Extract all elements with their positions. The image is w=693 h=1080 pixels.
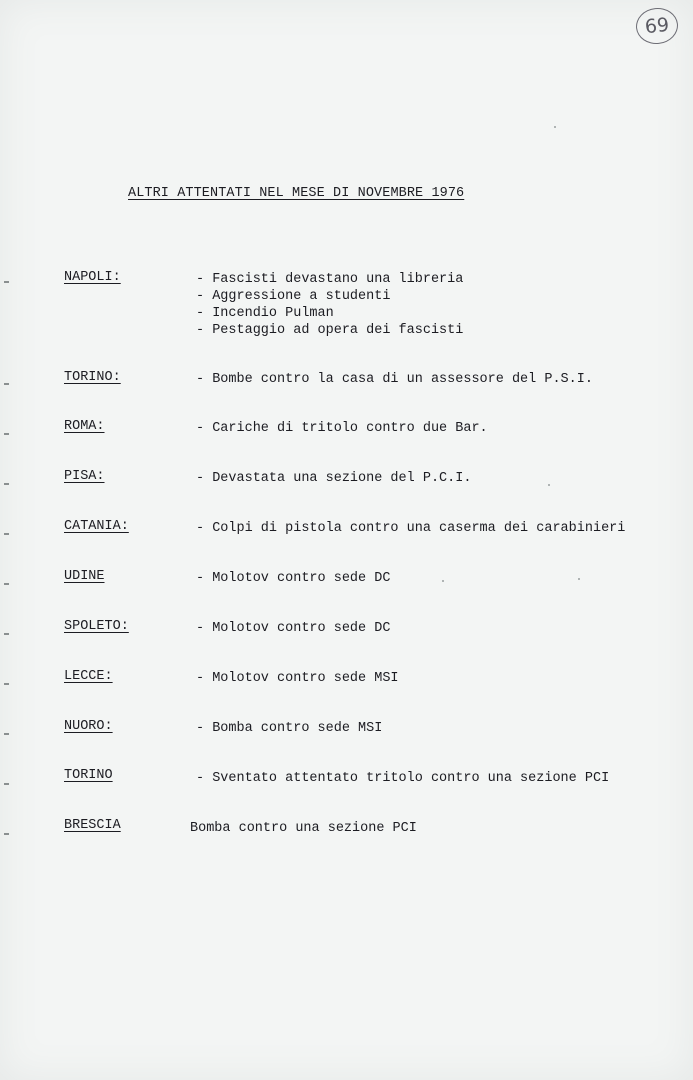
events-nuoro <box>196 720 382 737</box>
events-catania <box>196 520 625 537</box>
events-lecce <box>196 670 399 687</box>
city-torino: TORINO: <box>64 370 121 385</box>
city-napoli: NAPOLI: <box>64 270 121 285</box>
events-pisa <box>196 470 471 487</box>
scan-speck <box>548 484 550 486</box>
page-number-stamp: 69 <box>634 6 680 46</box>
scan-edge-mark <box>4 833 9 835</box>
city-nuoro: NUORO: <box>64 719 113 734</box>
city-torino-2: TORINO <box>64 768 113 783</box>
scan-edge-mark <box>4 281 9 283</box>
events-napoli <box>196 271 463 339</box>
city-lecce: LECCE: <box>64 669 113 684</box>
city-pisa: PISA: <box>64 469 105 484</box>
scan-edge-mark <box>4 683 9 685</box>
city-udine: UDINE <box>64 569 105 584</box>
city-spoleto: SPOLETO: <box>64 619 129 634</box>
event-item: - Sventato attentato tritolo contro una sezione PCI <box>196 770 609 787</box>
event-item: - Cariche di tritolo contro due Bar. <box>196 420 488 437</box>
event-item: - Fascisti devastano una libreria <box>196 271 463 288</box>
scan-edge-mark <box>4 733 9 735</box>
document-title: ALTRI ATTENTATI NEL MESE DI NOVEMBRE 1976 <box>128 186 465 201</box>
events-torino-2 <box>196 770 609 787</box>
event-item: - Colpi di pistola contro una caserma dei carabinieri <box>196 520 625 537</box>
scan-speck <box>554 126 556 128</box>
event-item: - Aggressione a studenti <box>196 288 463 305</box>
event-item: - Incendio Pulman <box>196 305 463 322</box>
scan-edge-mark <box>4 383 9 385</box>
scan-speck <box>442 580 444 582</box>
event-item: - Molotov contro sede DC <box>196 570 390 587</box>
events-spoleto <box>196 620 390 637</box>
scan-edge-mark <box>4 783 9 785</box>
scan-edge-mark <box>4 433 9 435</box>
event-item: - Bomba contro sede MSI <box>196 720 382 737</box>
scan-edge-mark <box>4 583 9 585</box>
events-udine <box>196 570 390 587</box>
event-item: - Pestaggio ad opera dei fascisti <box>196 322 463 339</box>
scan-edge-mark <box>4 483 9 485</box>
event-item: - Bombe contro la casa di un assessore del P.S.I. <box>196 371 593 388</box>
city-catania: CATANIA: <box>64 519 129 534</box>
scan-edge-mark <box>4 533 9 535</box>
event-item: - Molotov contro sede DC <box>196 620 390 637</box>
event-item: - Molotov contro sede MSI <box>196 670 399 687</box>
scan-edge-mark <box>4 633 9 635</box>
events-roma <box>196 420 488 437</box>
event-item: Bomba contro una sezione PCI <box>190 821 417 836</box>
events-torino <box>196 371 593 388</box>
city-roma: ROMA: <box>64 419 105 434</box>
events-brescia <box>190 820 417 837</box>
scan-speck <box>578 578 580 580</box>
event-item: - Devastata una sezione del P.C.I. <box>196 470 471 487</box>
city-brescia: BRESCIA <box>64 818 121 833</box>
